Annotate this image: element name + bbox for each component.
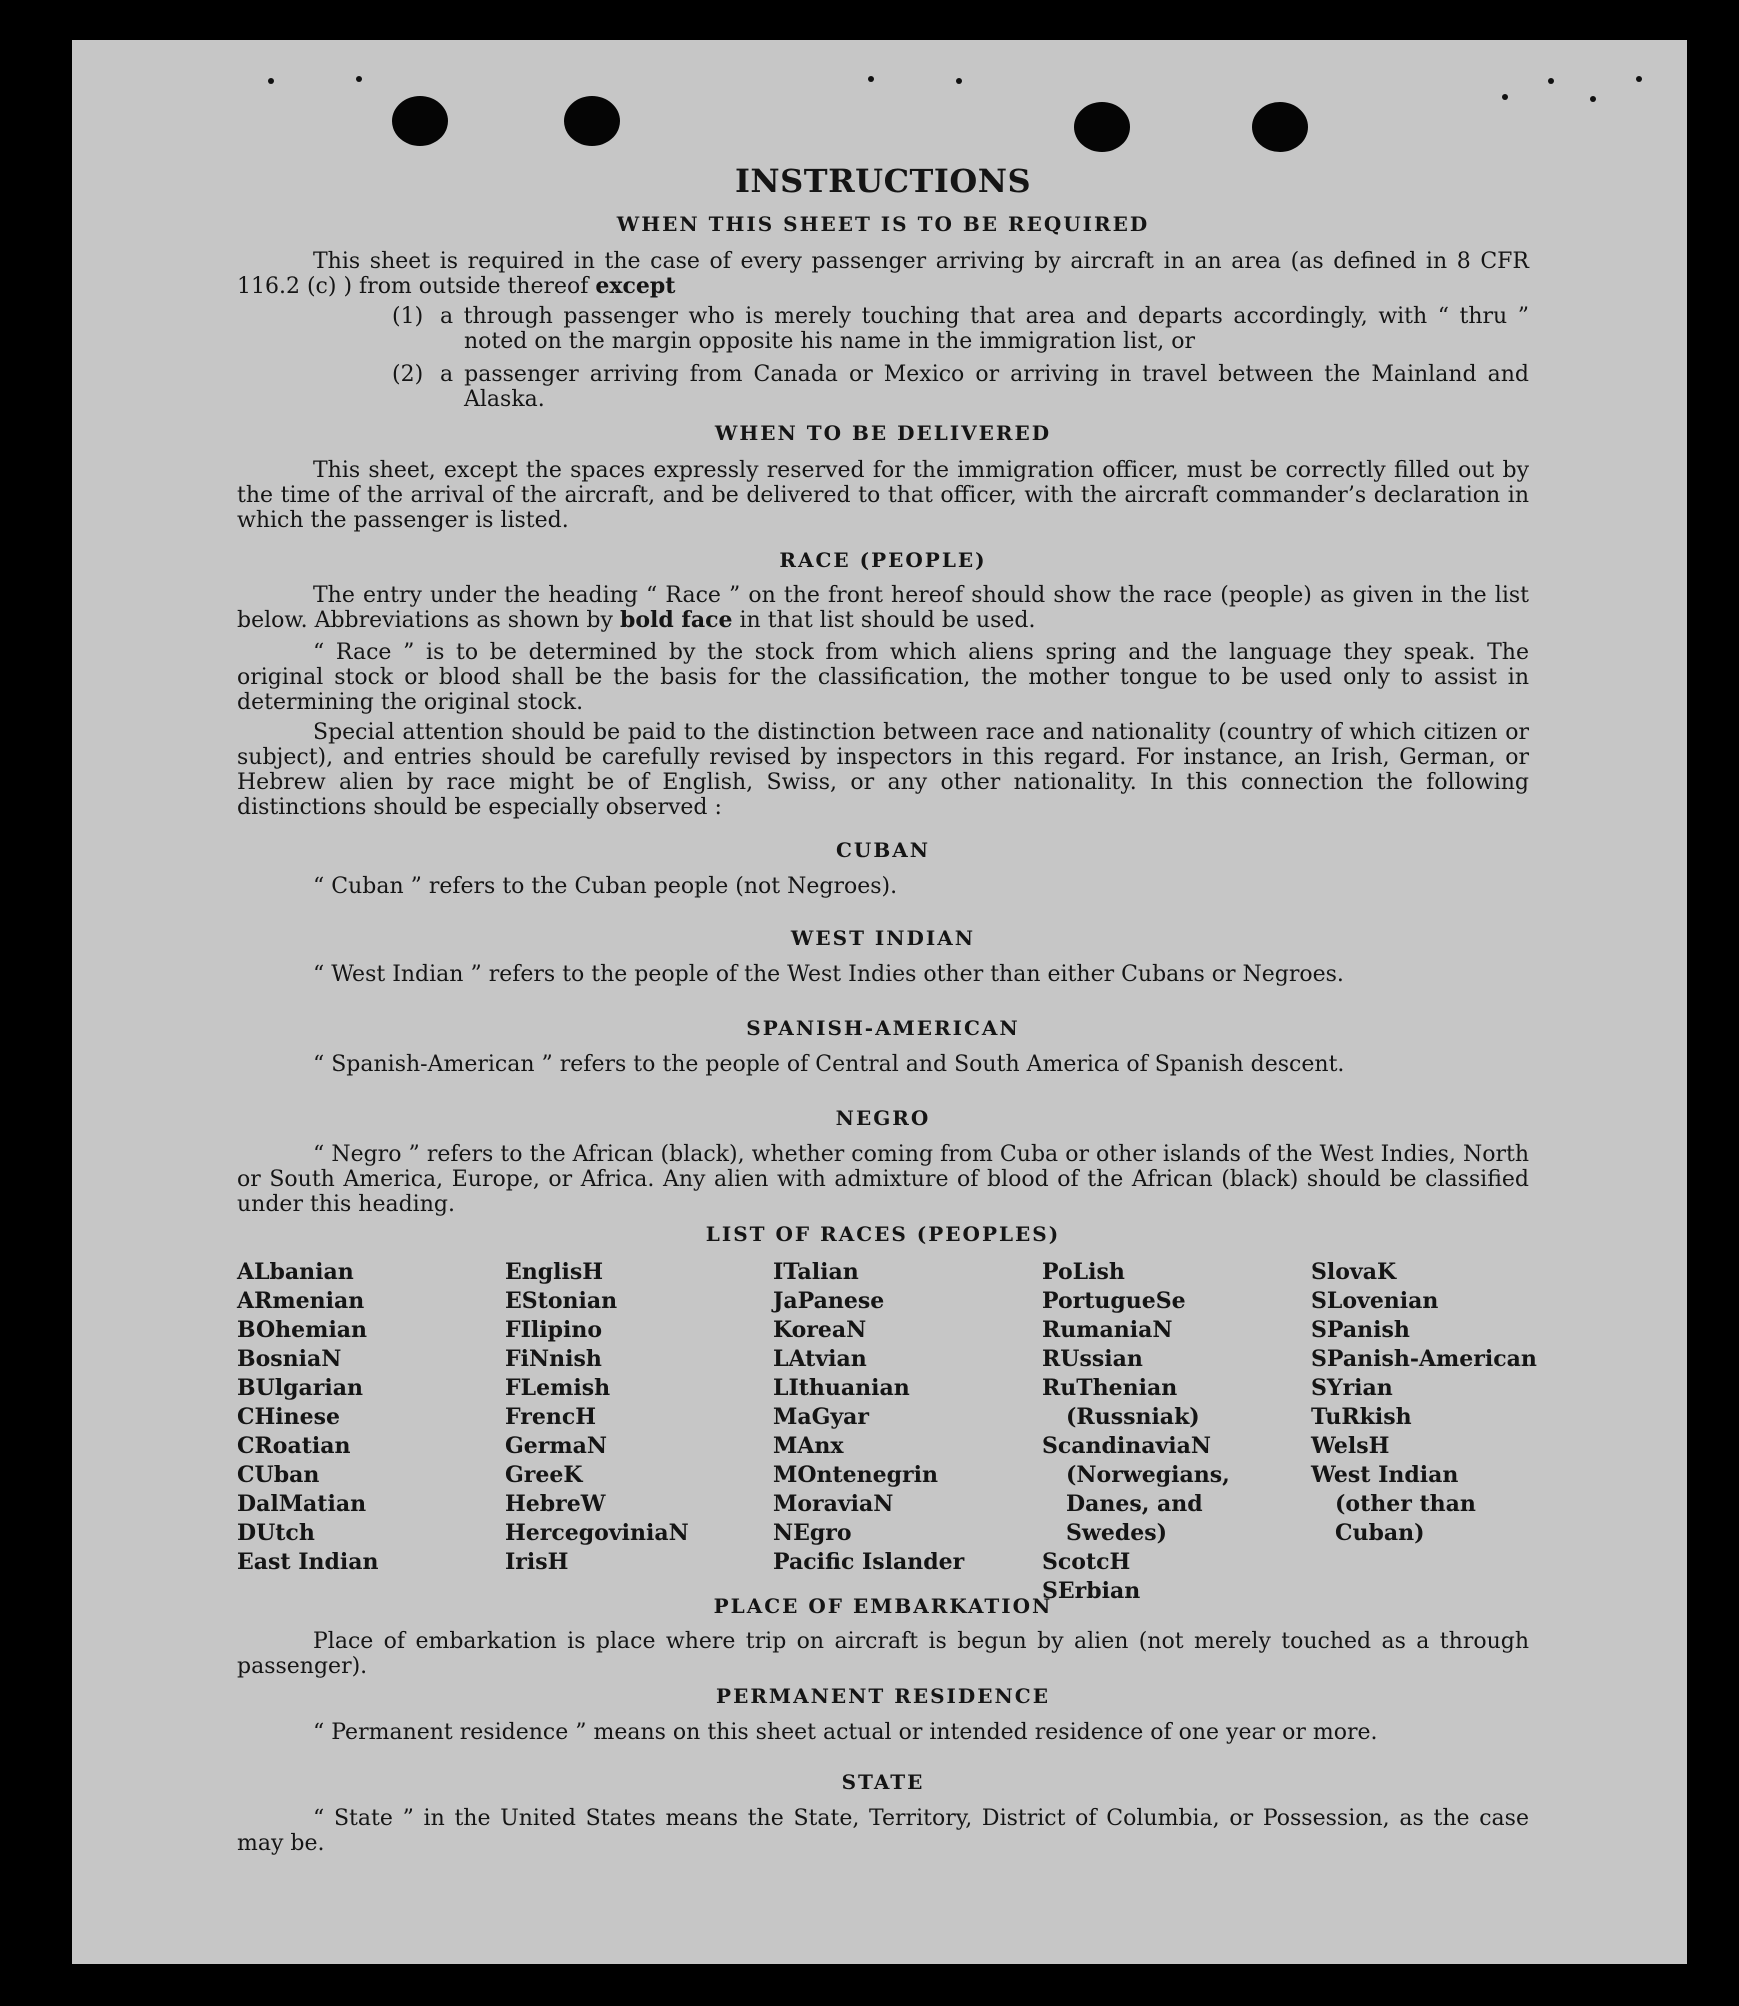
race-entry: GreeK [505, 1462, 583, 1488]
negro-text: “ Negro ” refers to the African (black), whether coming from Cuba or other islands of the West Indies, North or South America, Europe, or Africa. Any alien with admixture of blood of the African (black) should be classified under this heading. [237, 1142, 1529, 1217]
race-entry: SYrian [1311, 1375, 1393, 1401]
spanish-american-text: “ Spanish-American ” refers to the people of Central and South America of Spanish descent. [313, 1052, 1345, 1077]
race-entry: CUban [237, 1462, 320, 1488]
race-entry: FiNnish [505, 1346, 602, 1372]
exception-number: (1) [392, 304, 424, 329]
race-entry: BosniaN [237, 1346, 342, 1372]
race-entry: EStonian [505, 1288, 618, 1314]
race-p1-text: The entry under the heading “ Race ” on the front hereof should show the race (people) as given in the list below. Abbreviations as shown by [237, 583, 1529, 633]
race-entry: LIthuanian [773, 1375, 910, 1401]
punch-hole [1074, 102, 1130, 152]
heading-spanish-american: SPANISH-AMERICAN [746, 1016, 1020, 1040]
race-entry: PoLish [1042, 1259, 1125, 1285]
speck [1590, 96, 1596, 102]
races-list [237, 1258, 1537, 1604]
state-text: “ State ” in the United States means the State, Territory, District of Columbia, or Possession, as the case may be. [237, 1806, 1529, 1856]
speck [956, 78, 962, 84]
required-intro [237, 249, 1529, 299]
race-entry: ScandinaviaN (Norwegians, Danes, and Swedes) [1042, 1433, 1230, 1546]
race-entry: West Indian (other than Cuban) [1311, 1462, 1476, 1546]
speck [356, 76, 362, 82]
punch-hole [1252, 102, 1308, 152]
race-p1-bold: bold face [619, 607, 733, 633]
race-entry: WelsH [1311, 1433, 1390, 1459]
heading-when-required: WHEN THIS SHEET IS TO BE REQUIRED [616, 212, 1150, 236]
race-entry: MAnx [773, 1433, 844, 1459]
race-entry: ARmenian [237, 1288, 365, 1314]
race-paragraph-3: Special attention should be paid to the distinction between race and nationality (country of which citizen or subject), and entries should be carefully revised by inspectors in this regard. For instance, an Irish, German, or Hebrew alien by race might be of English, Swiss, or any other nationality. In this connection the following distinctions should be especially observed : [237, 720, 1529, 820]
race-entry: HebreW [505, 1491, 606, 1517]
speck [1548, 78, 1554, 84]
heading-when-delivered: WHEN TO BE DELIVERED [714, 421, 1052, 445]
residence-text: “ Permanent residence ” means on this sheet actual or intended residence of one year or more. [313, 1720, 1378, 1745]
race-entry: GermaN [505, 1433, 608, 1459]
race-entry: EnglisH [505, 1259, 604, 1285]
race-p1-text-end: in that list should be used. [732, 608, 1036, 633]
race-entry: TuRkish [1311, 1404, 1412, 1430]
race-entry: RuThenian (Russniak) [1042, 1375, 1200, 1430]
race-entry: ALbanian [237, 1259, 354, 1285]
race-paragraph-1 [237, 583, 1529, 633]
race-paragraph-2: “ Race ” is to be determined by the stock from which aliens spring and the language they speak. The original stock or blood shall be the basis for the classification, the mother tongue to be used only to assist in determining the original stock. [237, 640, 1529, 715]
heading-negro: NEGRO [835, 1106, 931, 1130]
speck [1636, 76, 1642, 82]
exception-item-1 [392, 304, 1529, 354]
heading-list-of-races: LIST OF RACES (PEOPLES) [705, 1222, 1061, 1246]
race-entry: ITalian [773, 1259, 859, 1285]
heading-west-indian: WEST INDIAN [790, 926, 976, 950]
race-entry: KoreaN [773, 1317, 867, 1343]
exception-text: a through passenger who is merely touching that area and departs accordingly, with “ thru ” noted on the margin opposite his name in the immigration list, or [440, 304, 1529, 354]
heading-race: RACE (PEOPLE) [779, 548, 987, 572]
heading-permanent-residence: PERMANENT RESIDENCE [716, 1684, 1050, 1708]
heading-state: STATE [841, 1770, 925, 1794]
race-entry: RUssian [1042, 1346, 1143, 1372]
embarkation-text: Place of embarkation is place where trip on aircraft is begun by alien (not merely touched as a through passenger). [237, 1629, 1529, 1679]
race-entry: LAtvian [773, 1346, 867, 1372]
races-column-1 [237, 1258, 487, 1577]
race-entry: BUlgarian [237, 1375, 363, 1401]
west-indian-text: “ West Indian ” refers to the people of the West Indies other than either Cubans or Negroes. [313, 962, 1344, 987]
punch-hole [564, 96, 620, 146]
race-entry: RumaniaN [1042, 1317, 1173, 1343]
punch-hole [392, 96, 448, 146]
race-entry: FrencH [505, 1404, 596, 1430]
race-entry: SLovenian [1311, 1288, 1439, 1314]
race-entry: CHinese [237, 1404, 341, 1430]
races-column-3 [773, 1258, 1023, 1577]
exception-text: a passenger arriving from Canada or Mexico or arriving in travel between the Mainland and Alaska. [440, 362, 1529, 412]
exception-item-2 [392, 362, 1529, 412]
race-entry: ScotcH [1042, 1549, 1131, 1575]
race-entry: SPanish-American [1311, 1346, 1537, 1372]
race-entry: HercegoviniaN [505, 1520, 689, 1546]
speck [268, 78, 274, 84]
heading-place-of-embarkation: PLACE OF EMBARKATION [713, 1594, 1053, 1618]
race-entry: FLemish [505, 1375, 611, 1401]
races-column-5 [1311, 1258, 1541, 1548]
race-entry: IrisH [505, 1549, 569, 1575]
race-entry: CRoatian [237, 1433, 351, 1459]
race-entry: Pacific Islander [773, 1549, 965, 1575]
races-column-4 [1042, 1258, 1282, 1606]
race-entry: SErbian [1042, 1578, 1141, 1604]
races-column-2 [505, 1258, 755, 1577]
delivered-text: This sheet, except the spaces expressly reserved for the immigration officer, must be correctly filled out by the time of the arrival of the aircraft, and be delivered to that officer, with the aircraft commander’s declaration in which the passenger is listed. [237, 458, 1529, 533]
page-title: INSTRUCTIONS [734, 162, 1032, 200]
race-entry: SlovaK [1311, 1259, 1397, 1285]
race-entry: BOhemian [237, 1317, 368, 1343]
race-entry: PortugueSe [1042, 1288, 1186, 1314]
race-entry: MOntenegrin [773, 1462, 938, 1488]
race-entry: East Indian [237, 1549, 379, 1575]
heading-cuban: CUBAN [835, 838, 931, 862]
race-entry: MaGyar [773, 1404, 870, 1430]
race-entry: FIlipino [505, 1317, 603, 1343]
race-entry: DUtch [237, 1520, 315, 1546]
race-entry: DalMatian [237, 1491, 367, 1517]
race-entry: JaPanese [773, 1288, 885, 1314]
speck [868, 76, 874, 82]
exception-number: (2) [392, 362, 424, 387]
race-entry: MoraviaN [773, 1491, 894, 1517]
race-entry: NEgro [773, 1520, 852, 1546]
speck [1502, 94, 1508, 100]
cuban-text: “ Cuban ” refers to the Cuban people (not Negroes). [313, 874, 898, 899]
required-intro-except: except [595, 273, 676, 299]
race-entry: SPanish [1311, 1317, 1410, 1343]
required-intro-text: This sheet is required in the case of every passenger arriving by aircraft in an area (as defined in 8 CFR 116.2 (c) ) from outside thereof [237, 249, 1529, 299]
